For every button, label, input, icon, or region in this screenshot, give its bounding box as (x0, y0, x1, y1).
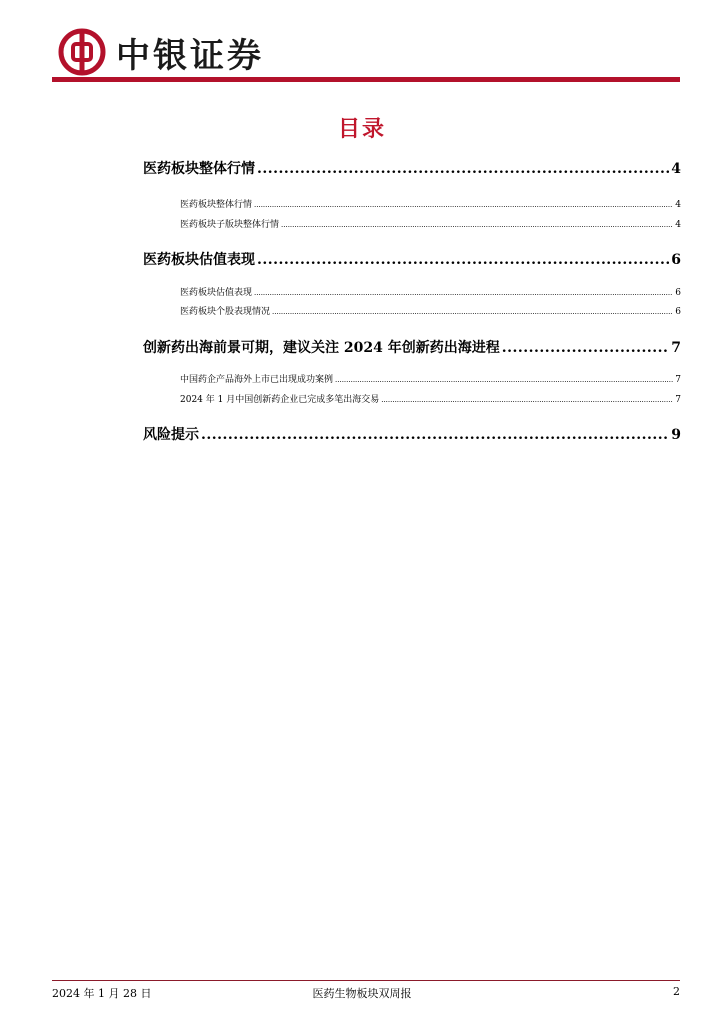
toc-entry-page: 6 (671, 252, 681, 268)
toc-leader-dots (257, 252, 669, 268)
toc-entry-subsection[interactable] (180, 217, 681, 230)
toc-entry-page: 6 (675, 288, 681, 298)
toc-entry-label: 医药板块整体行情 (143, 161, 255, 177)
toc-entry-section[interactable] (143, 249, 681, 269)
boc-coin-icon (58, 28, 106, 76)
toc-entry-page: 4 (675, 200, 681, 210)
toc-entry-page: 6 (675, 307, 681, 317)
toc-entry-label: 医药板块估值表现 (143, 252, 255, 268)
footer-page-number: 2 (673, 985, 680, 998)
toc-leader-dots (201, 427, 669, 443)
toc-entry-subsection[interactable] (180, 304, 681, 317)
toc-entry-label: 2024 年 1 月中国创新药企业已完成多笔出海交易 (180, 395, 380, 405)
toc-leader-dots (335, 376, 673, 384)
toc-entry-label: 风险提示 (143, 427, 199, 443)
toc-entry-subsection[interactable] (180, 285, 681, 298)
toc-entry-section[interactable] (143, 424, 681, 444)
toc-leader-dots (281, 221, 673, 229)
footer-report-title: 医药生物板块双周报 (312, 987, 412, 1000)
toc-entry-section[interactable] (143, 158, 681, 178)
toc-leader-dots (257, 161, 669, 177)
toc-entry-page: 9 (671, 427, 681, 443)
toc-entry-page: 7 (671, 340, 681, 356)
toc-leader-dots (254, 201, 673, 209)
toc-entry-subsection[interactable] (180, 392, 681, 405)
header-divider (52, 77, 680, 82)
toc-entry-label: 医药板块整体行情 (180, 200, 253, 210)
toc-entry-label: 医药板块估值表现 (180, 288, 253, 298)
brand-name: 中银证券 (116, 35, 264, 76)
toc-title: 目录 (337, 117, 386, 142)
toc-entry-label: 医药板块子版块整体行情 (180, 220, 280, 230)
toc-leader-dots (502, 340, 670, 356)
toc-entry-page: 7 (675, 375, 681, 385)
toc-entry-page: 4 (671, 161, 681, 177)
toc-entry-label: 医药板块个股表现情况 (180, 307, 271, 317)
toc-entry-label: 中国药企产品海外上市已出现成功案例 (180, 375, 334, 385)
toc-entry-subsection[interactable] (180, 197, 681, 210)
toc-entry-subsection[interactable] (180, 372, 681, 385)
toc-entry-label: 创新药出海前景可期，建议关注 2024 年创新药出海进程 (143, 340, 500, 356)
toc-leader-dots (381, 396, 673, 404)
toc-entry-section[interactable] (143, 337, 681, 357)
toc-leader-dots (254, 289, 673, 297)
footer-date: 2024 年 1 月 28 日 (52, 987, 152, 1000)
toc-leader-dots (272, 308, 673, 316)
toc-entry-page: 7 (675, 395, 681, 405)
page-header (58, 28, 264, 76)
footer-divider (52, 980, 680, 981)
toc-entry-page: 4 (675, 220, 681, 230)
